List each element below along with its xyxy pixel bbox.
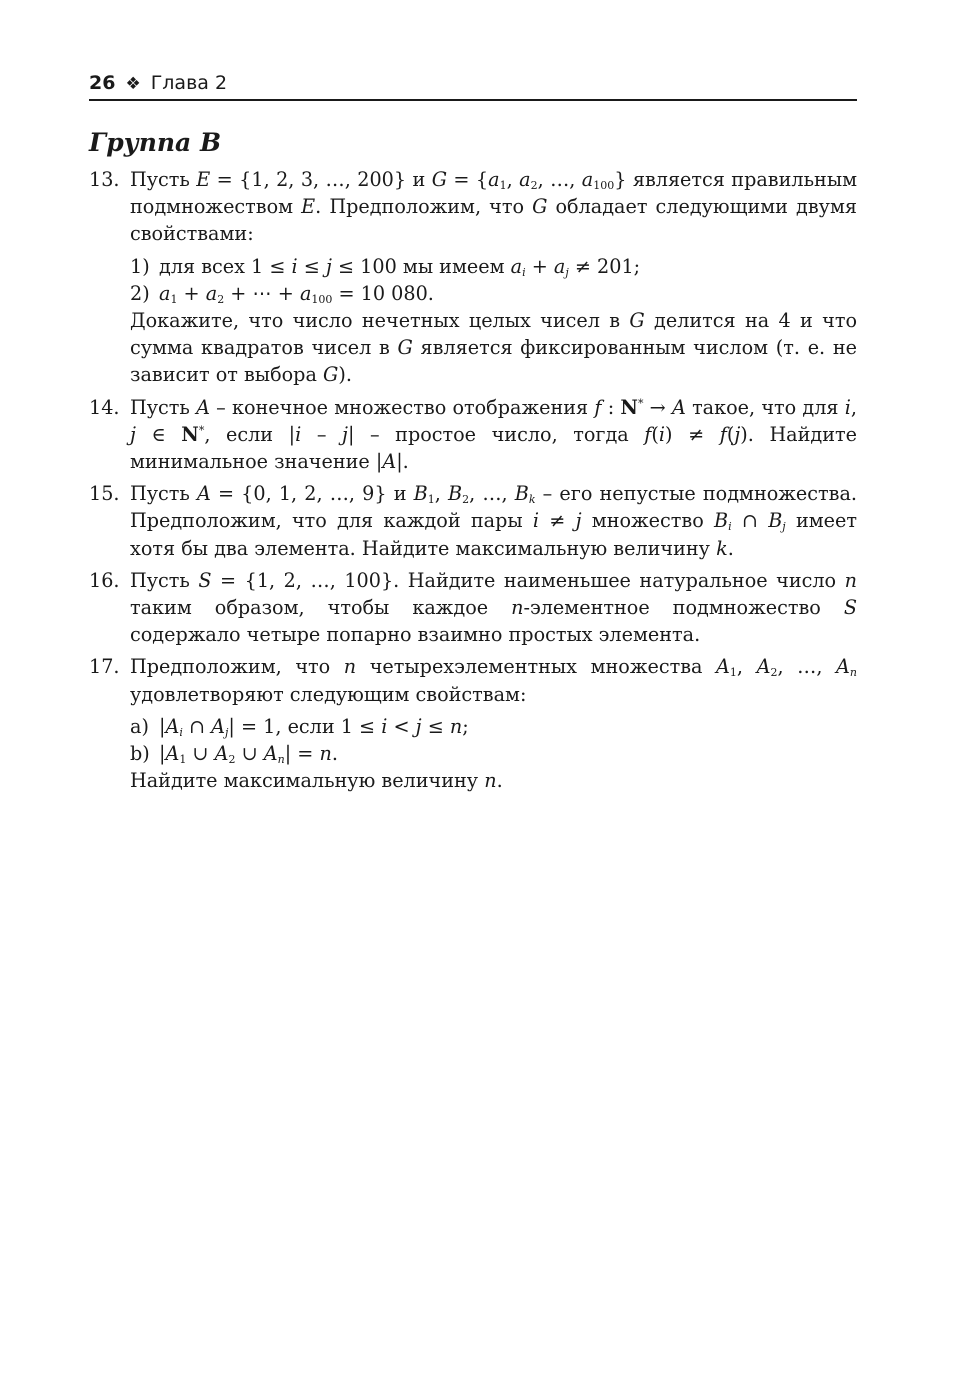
condition-2: 2) $a_1 + a_2$ + ⋯ + $a_{100} = 10$ 080. (130, 281, 434, 306)
chapter-label: Глава 2 (150, 72, 228, 94)
condition-label: 1) (130, 254, 150, 278)
problem-number: 15. (89, 482, 120, 506)
condition-list (130, 253, 857, 307)
problem-15-text: Пусть A = {0, 1, 2, …, 9} и $B_1$, $B_2$, …, $B_k$ – его непустые подмножества. Предположим, что для каждой пары i ≠ j множество $B_i$ ∩ $B_j$ имеет хотя бы два элемента. Найдите максимальную величину k. (130, 482, 857, 560)
problem-number: 13. (89, 168, 120, 191)
problem-13-intro: Пусть E = {1, 2, 3, …, 200} и $G = \{a_1$, $a_2$, …, $a_{100}$} является правильным подмножеством E. Предположим, что G обладает следующими двумя свойствами: (130, 168, 858, 246)
problem-13 (89, 166, 857, 389)
problem-16-text: Пусть S = {1, 2, …, 100}. Найдите наименьшее натуральное число n таким образом, чтобы каждое n-элементное подмножество S содержало четыре попарно взаимно простых элемента. (130, 568, 857, 647)
condition-list (130, 713, 857, 767)
problem-15 (89, 480, 857, 562)
running-header (89, 72, 857, 101)
condition-b: b) $|A_1$ ∪ $A_2$ ∪ $A_n| = n$. (130, 742, 338, 767)
problem-number: 16. (89, 568, 120, 592)
problem-17-intro: Предположим, что n четырехэлементных множества $A_1$, $A_2$, …, $A_n$ удовлетворяют следующим свойствам: (130, 655, 857, 706)
condition-label: b) (130, 742, 150, 766)
problem-16 (89, 567, 857, 649)
problem-14-text: Пусть A – конечное множество отображения f : N* → A такое, что для i, j ∈ N*, если |i – j| – простое число, тогда f(i) ≠ f(j). Найдите минимальное значение |A|. (130, 395, 857, 474)
problem-number: 17. (89, 655, 120, 679)
problem-13-question: Докажите, что число нечетных целых чисел в G делится на 4 и что сумма квадратов чисел в G является фиксированным числом (т. е. не зависит от выбора G). (130, 309, 858, 387)
condition-1: 1) для всех 1 ≤ i ≤ j ≤ 100 мы имеем $a_i + a_j \ne 201$; (130, 254, 641, 279)
problem-number: 14. (89, 395, 120, 419)
page-number: 26 (89, 72, 116, 94)
problem-17-question: Найдите максимальную величину n. (130, 769, 503, 793)
problem-14 (89, 394, 857, 476)
condition-a: a) $|A_i$ ∩ $A_j| = 1$, если 1 ≤ i < j ≤ n; (130, 714, 469, 739)
problem-17 (89, 653, 857, 794)
condition-label: 2) (130, 281, 150, 305)
condition-label: a) (130, 714, 149, 738)
problem-list (89, 166, 857, 799)
section-title: Группа B (89, 128, 222, 157)
ornament-icon: ❖ (125, 74, 141, 94)
